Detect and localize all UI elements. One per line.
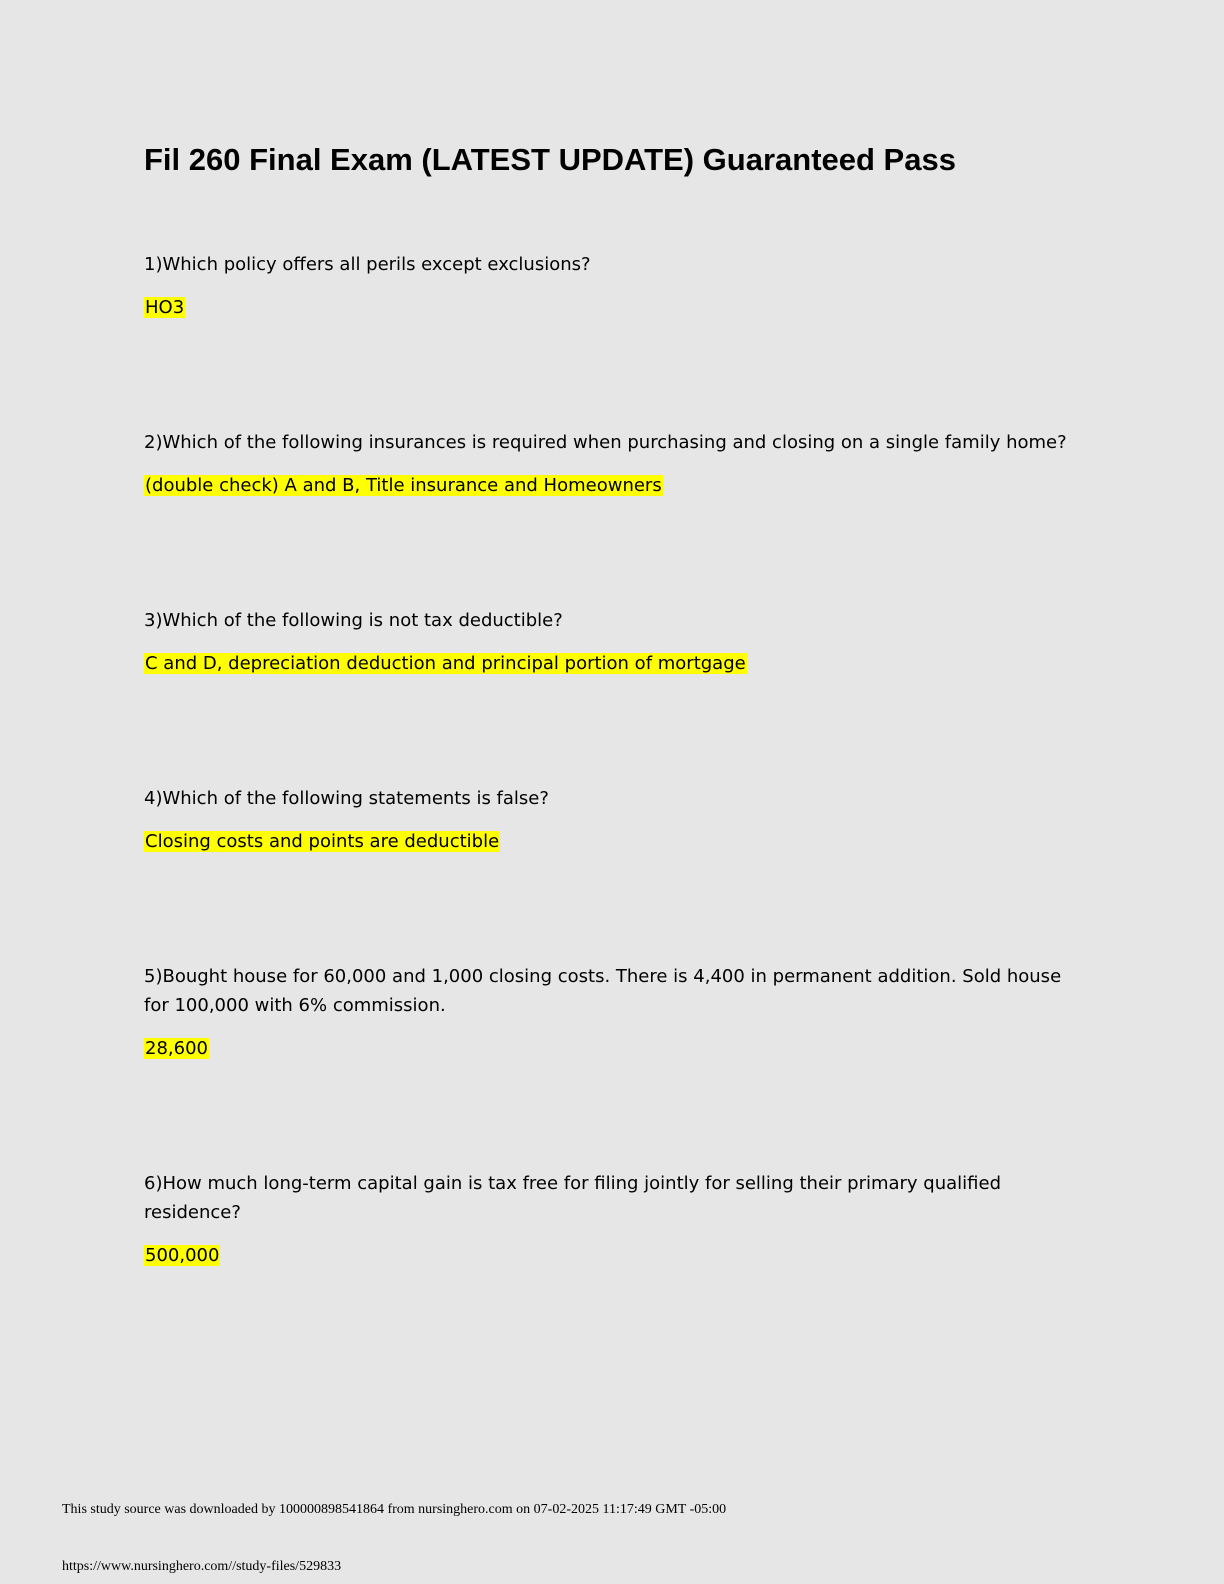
answer-text — [144, 1243, 1084, 1269]
question-block-4 — [144, 784, 1084, 855]
question-block-6 — [144, 1169, 1084, 1269]
question-block-5 — [144, 962, 1084, 1062]
question-text: 2)Which of the following insurances is required when purchasing and closing on a single family home? — [144, 432, 1067, 453]
question-text: 3)Which of the following is not tax deductible? — [144, 610, 563, 631]
highlighted-answer: HO3 — [145, 297, 185, 318]
answer-text — [144, 829, 1084, 855]
question-block-1 — [144, 250, 1084, 321]
highlighted-answer: 500,000 — [145, 1245, 220, 1266]
answer-text — [144, 473, 1084, 499]
download-notice: This study source was downloaded by 100000898541864 from nursinghero.com on 07-02-2025 11:17:49 GMT -05:00 — [62, 1502, 727, 1517]
answer-text — [144, 295, 1084, 321]
question-text: 4)Which of the following statements is false? — [144, 788, 549, 809]
answer-text — [144, 651, 1084, 677]
question-block-3 — [144, 606, 1084, 677]
highlighted-answer: C and D, depreciation deduction and principal portion of mortgage — [145, 653, 746, 674]
source-url: https://www.nursinghero.com//study-files/529833 — [62, 1559, 342, 1574]
answer-text — [144, 1036, 1084, 1062]
highlighted-answer: 28,600 — [145, 1038, 208, 1059]
highlighted-answer: Closing costs and points are deductible — [145, 831, 500, 852]
document-title: Fil 260 Final Exam (LATEST UPDATE) Guaranteed Pass — [144, 142, 956, 177]
question-text: 1)Which policy offers all perils except exclusions? — [144, 254, 591, 275]
question-block-2 — [144, 428, 1084, 499]
question-text: 6)How much long-term capital gain is tax free for filing jointly for selling their primary qualified residence? — [144, 1173, 1002, 1223]
question-text: 5)Bought house for 60,000 and 1,000 closing costs. There is 4,400 in permanent addition. Sold house for 100,000 with 6% commission. — [144, 966, 1062, 1016]
highlighted-answer: (double check) A and B, Title insurance and Homeowners — [145, 475, 662, 496]
